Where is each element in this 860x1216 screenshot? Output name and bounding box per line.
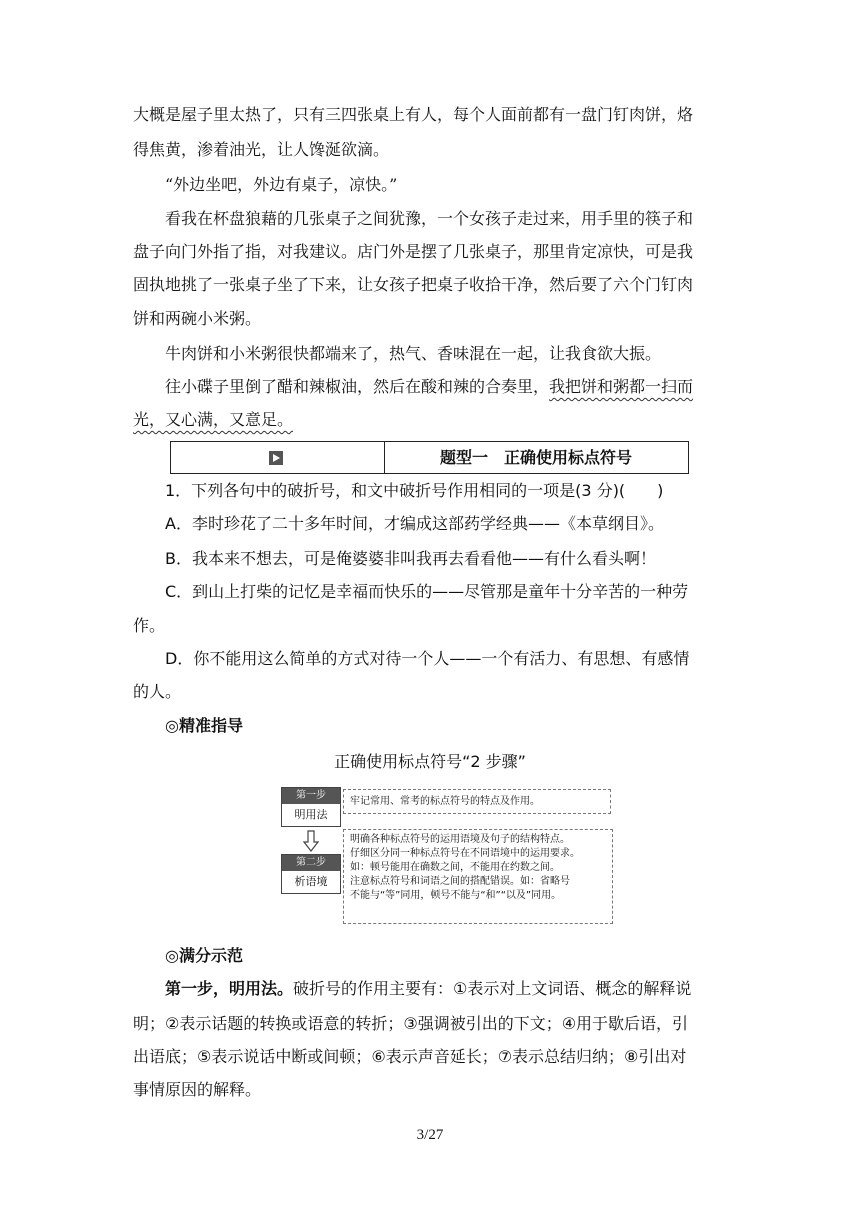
paragraph-line: 看我在杯盘狼藉的几张桌子之间犹豫，一个女孩子走过来，用手里的筷子和 [165,209,694,228]
step2-name: 析语境 [294,875,328,888]
option-d: D．你不能用这么简单的方式对待一个人——一个有活力、有思想、有感情 [165,649,690,668]
option-c: C．到山上打柴的记忆是幸福而快乐的——尽管那是童年十分辛苦的一种劳 [165,582,689,601]
step2-desc-line: 明确各种标点符号的运用语境及句子的结构特点。 [350,834,570,845]
step2-desc-line: 如：顿号能用在确数之间，不能用在约数之间。 [350,862,560,873]
answer-line: 明；②表示话题的转换或语意的转折；③强调被引出的下文；④用于歇后语，引 [133,1014,689,1033]
paragraph-text: 往小碟子里倒了醋和辣椒油，然后在酸和辣的合奏里， [165,377,550,396]
step2-desc-line: 注意标点符号和词语之间的搭配错误。如：省略号 [350,876,570,887]
guide-heading: ◎精准指导 [165,716,243,735]
step1-number: 第一步 [282,788,340,804]
step2-box [281,854,341,894]
step1-name: 明用法 [294,808,328,821]
step2-desc [343,829,613,924]
section-header-title: 题型一 正确使用标点符号 [439,448,632,467]
question-stem: 1．下列各句中的破折号，和文中破折号作用相同的一项是(3 分)( ) [165,481,664,500]
option-d-cont: 的人。 [133,682,182,701]
down-arrow-icon [303,830,319,852]
paragraph-line: “外边坐吧，外边有桌子，凉快。” [165,175,398,194]
underlined-text: 光，又心满，又意足。 [133,410,294,429]
answer-step-label: 第一步，明用法。 [165,979,294,998]
step2-desc-line: 仔细区分同一种标点符号在不同语境中的运用要求。 [350,848,580,859]
paragraph-line: 大概是屋子里太热了，只有三四张桌上有人，每个人面前都有一盘门钉肉饼，烙 [133,105,694,124]
paragraph-line: 饼和两碗小米粥。 [133,309,262,328]
section-header [170,441,689,474]
underlined-text: 我把饼和粥都一扫而 [549,377,694,396]
paragraph-line [133,408,733,432]
paragraph-line [165,375,765,399]
diagram-title: 正确使用标点符号“2 步骤” [334,752,526,771]
paragraph-line: 盘子向门外指了指，对我建议。店门外是摆了几张桌子，那里肯定凉快，可是我 [133,242,694,261]
play-icon [269,451,283,465]
page-number: 3/27 [416,1127,444,1143]
answer-line: 出语底；⑤表示说话中断或间顿；⑥表示声音延长；⑦表示总结归纳；⑧引出对 [133,1047,687,1066]
step2-desc-line: 不能与“等”同用，顿号不能与“和”“以及”同用。 [350,890,562,901]
paragraph-line: 得焦黄，渗着油光，让人馋涎欲滴。 [133,140,390,159]
answer-line: 事情原因的解释。 [133,1080,262,1099]
step2-number: 第二步 [282,855,340,871]
answer-text: 破折号的作用主要有：①表示对上文词语、概念的解释说 [293,979,692,998]
section-header-icon-cell [171,442,385,473]
answer-heading: ◎满分示范 [165,946,243,965]
paragraph-line: 牛肉饼和小米粥很快都端来了，热气、香味混在一起，让我食欲大振。 [165,344,662,363]
option-a: A．李时珍花了二十多年时间，才编成这部药学经典——《本草纲目》。 [165,514,664,533]
step1-box [281,787,341,827]
step1-desc: 牢记常用、常考的标点符号的特点及作用。 [343,789,611,814]
paragraph-line: 固执地挑了一张桌子坐了下来，让女孩子把桌子收拾干净，然后要了六个门钉肉 [133,275,694,294]
option-c-cont: 作。 [133,616,166,635]
option-b: B．我本来不想去，可是俺婆婆非叫我再去看看他——有什么看头啊！ [165,549,656,568]
answer-line [165,977,765,1001]
